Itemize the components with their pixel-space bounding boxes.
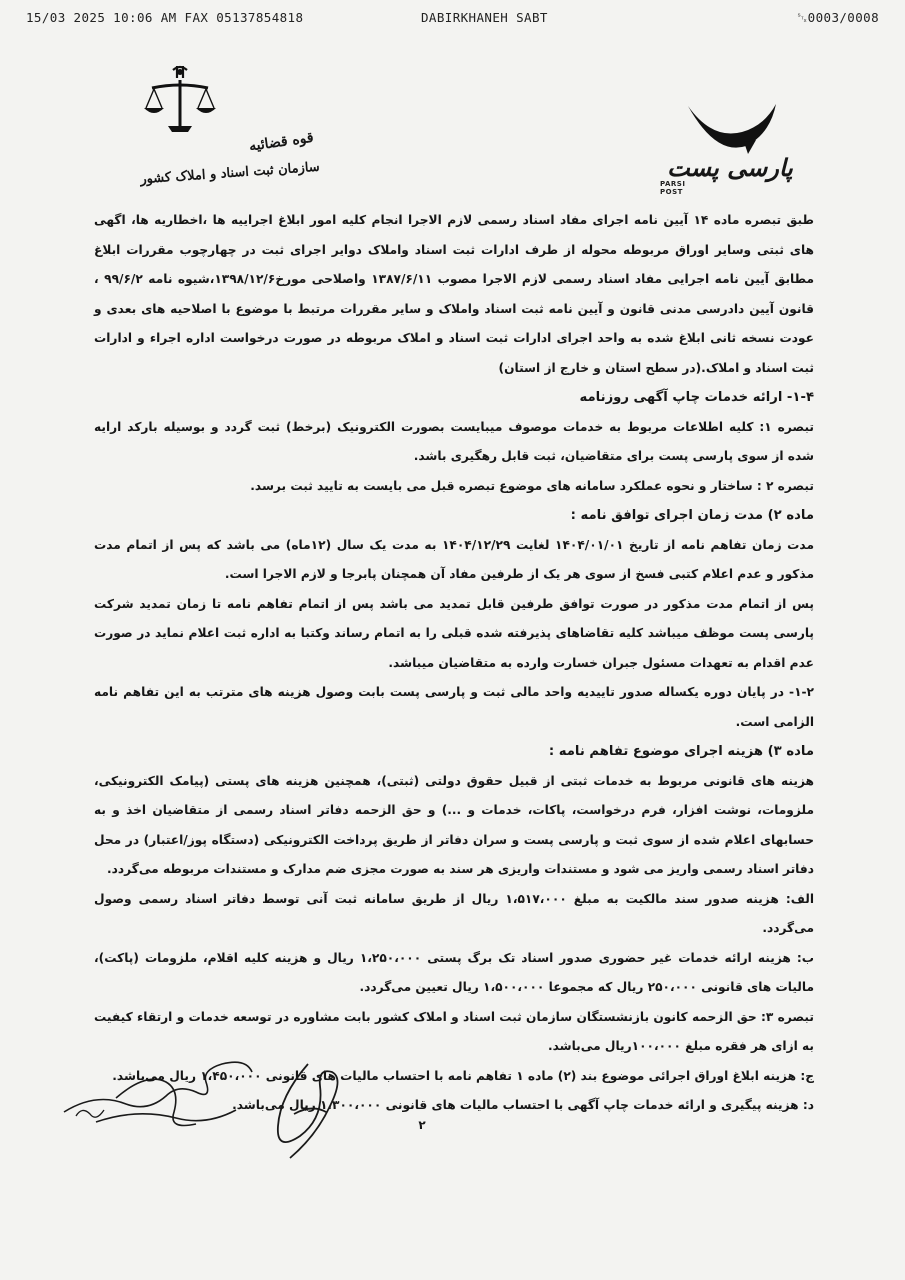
parsi-post-logo-icon	[660, 94, 800, 156]
article-2-clause-1: ۱-۲- در پایان دوره یکساله صدور تاییدیه واحد مالی ثبت و پارسی پست بابت وصول هزینه های مترتب به این تفاهم نامه الزامی است.	[94, 685, 814, 729]
judiciary-scales-emblem-icon	[140, 62, 220, 137]
parsi-post-letterhead	[660, 94, 800, 194]
judiciary-letterhead	[110, 62, 350, 202]
article-2-heading: ماده ۲) مدت زمان اجرای توافق نامه :	[570, 508, 814, 523]
note-3: تبصره ۳: حق الزحمه کانون بازنشستگان سازمان ثبت اسناد و املاک کشور بابت مشاوره در توسعه خدمات و ارتقاء کیفیت به ازای هر فقره مبلغ ۱۰۰،۰۰۰ریال می‌باشد.	[94, 1009, 814, 1053]
article-2-duration: مدت زمان تفاهم نامه از تاریخ ۱۴۰۴/۰۱/۰۱ لغایت ۱۴۰۴/۱۲/۲۹ به مدت یک سال (۱۲ماه) می باشد که پس از اتمام مدت مذکور و عدم اعلام کتبی فسخ از سوی هر یک از طرفین مفاد آن همچنان پابرجا و لازم الاجرا است.	[94, 537, 814, 581]
article-3-heading: ماده ۳) هزینه اجرای موضوع تفاهم نامه :	[548, 744, 814, 759]
clause-dal: د: هزینه پیگیری و ارائه خدمات چاپ آگهی با احتساب مالیات های قانونی ۱،۳۰۰،۰۰۰ ریال می‌باشد.	[232, 1098, 814, 1112]
page-number: ۲	[418, 1118, 426, 1132]
judiciary-title: قوه قضائیه	[248, 129, 315, 155]
parsi-post-name: پارسی پست	[667, 154, 793, 182]
signature-icon	[56, 1052, 266, 1142]
parsi-post-latin: PARSI POST	[660, 180, 686, 196]
clause-be: ب: هزینه ارائه خدمات غیر حضوری صدور اسناد تک برگ پستی ۱،۲۵۰،۰۰۰ ریال و هزینه کلیه اقلام، ملزومات (پاکت)، مالیات های قانونی ۲۵۰،۰۰۰ ریال که مجموعا ۱،۵۰۰،۰۰۰ ریال تعیین می‌گردد.	[94, 950, 814, 994]
article-2-extension: پس از اتمام مدت مذکور در صورت توافق طرفین قابل تمدید می باشد پس از اتمام تفاهم نامه تا زمان تمدید شرکت پارسی پست موظف میباشد کلیه تقاضاهای پذیرفته شده قبلی را به اتمام رساند وکتبا به اداره ثبت اعلام نماید در صورت عدم اقدام به تعهدات مسئول جبران خسارت وارده به متقاضیان میباشد.	[94, 596, 814, 670]
note-2: تبصره ۲ : ساختار و نحوه عملکرد سامانه های موضوع تبصره قبل می بایست به تایید ثبت برسد.	[250, 478, 814, 493]
note-1: تبصره ۱: کلیه اطلاعات مربوط به خدمات موصوف میبایست بصورت الکترونیک (برخط) ثبت گردد و بوسیله بارکد ارایه شده از سوی پارسی پست برای متقاضیان، ثبت قابل رهگیری باشد.	[94, 419, 814, 463]
fax-timestamp: 15/03 2025 10:06 AM FAX 05137854818	[26, 10, 304, 25]
section-heading-newspaper-ads: ۱-۴- ارائه خدمات چاپ آگهی روزنامه	[579, 390, 814, 405]
article-3-fees: هزینه های قانونی مربوط به خدمات ثبتی از قبیل حقوق دولتی (ثبتی)، همچنین هزینه های پستی (پیامک الکترونیکی، ملزومات، نوشت افزار، فرم درخواست، پاکات، خدمات و ...) و حق الزحمه دفاتر اسناد رسمی از متقاضیان اخذ و به حسابهای اعلام شده از سوی ثبت و پارسی پست و سران دفاتر از طریق پرداخت الکترونیکی (دستگاه پوز/اعتبار) در محل دفاتر اسناد رسمی واریز می شود و مستندات واریزی هر سند به صورت مجزی ضم مدارک و مستندات مربوطه می‌گردد.	[94, 773, 814, 876]
organization-name: سازمان ثبت اسناد و املاک کشور	[139, 159, 321, 188]
document-body	[94, 206, 814, 1121]
clause-jim: ج: هزینه ابلاغ اوراق اجرائی موضوع بند (۲) ماده ۱ تفاهم نامه با احتساب مالیات های قانونی ۱،۴۵۰،۰۰۰ ریال می‌باشد.	[112, 1068, 814, 1083]
clause-alef: الف: هزینه صدور سند مالکیت به مبلغ ۱،۵۱۷،۰۰۰ ریال از طریق سامانه ثبت آنی توسط دفاتر اسناد رسمی وصول می‌گردد.	[94, 891, 814, 935]
fax-page-count: ␂0003/0008	[797, 10, 879, 25]
fax-sender: DABIRKHANEH SABT	[421, 10, 548, 25]
signature-icon	[260, 1056, 350, 1166]
fax-header	[26, 10, 879, 30]
intro-paragraph: طبق تبصره ماده ۱۴ آیین نامه اجرای مفاد اسناد رسمی لازم الاجرا انجام کلیه امور ابلاغ اجراییه ها ،اخطاریه ها، اگهی های ثبتی وسایر اوراق مربوطه محوله از طرف ادارات ثبت اسناد واملاک دوایر اجرای ثبت در چهارچوب مقررات ابلاغ مطابق آیین نامه اجرایی مفاد اسناد رسمی لازم الاجرا مصوب ۱۳۸۷/۶/۱۱ واصلاحی مورخ۱۳۹۸/۱۲/۶،شیوه نامه ۹۹/۶/۲ ، قانون آیین دادرسی مدنی قانون و آیین نامه ثبت اسناد واملاک و سایر مقررات مرتبط با موضوع با اصلاحیه های بعدی و عودت نسخه ثانی ابلاغ شده به واحد اجرای ادارات ثبت اسناد و املاک مربوطه در صورت درخواست اداره اجراء و ادارات ثبت اسناد و املاک.(در سطح استان و خارج از استان)	[94, 213, 815, 375]
